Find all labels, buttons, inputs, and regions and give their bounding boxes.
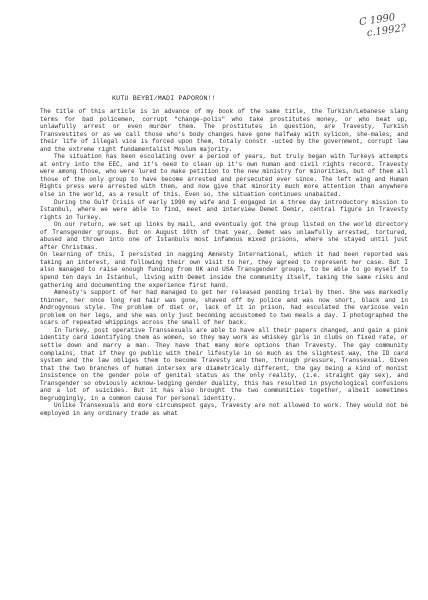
handwritten-note-line-1: C 1990 xyxy=(358,12,397,29)
paragraph-2: The situation has been escolating over a period of years, but truly began with Turkeys attempts at entry into the EEC, and it's need to clean up it's own human and civil rights record. Travesty were among those, who were lured to make petition to the new ministry for minorities, but of them all those of the only group to have become arrested and persecuted ever since. The left wing and Human Rights press were arrested with them, and now give that minority much more attention than anywhere else in the world, as a result of this. Even so, the situation continues unabaited. xyxy=(40,153,408,199)
document-title: KUTU BEYBI/MADI PAPORON!! xyxy=(112,95,216,102)
handwritten-note-line-2: c.1992? xyxy=(366,22,408,40)
paragraph-8: Unlike Transexuals and more circumspect gays, Travesty are not allowed to work. They would not be employed in any ordinary trade as what xyxy=(40,402,408,417)
document-body xyxy=(40,108,408,417)
paragraph-4: On our return, we set up links by mail, and eventualy got the group listed on the world directory of Transgender groups. But on August 10th of that year, Demet was unlawfully arrested, tortured, abused and thrown into one of Istanbuls most infamous mixed prisons, where she stayed until just after Christmas. xyxy=(40,221,408,251)
handwritten-note xyxy=(359,11,407,41)
paragraph-3: During the Gulf Crisis of early 1990 my wife and I engaged in a three day introductory mission to Istanbul, where we were able to find, meet and interview Demet Demir, central figure in Travesty rights in Turkey. xyxy=(40,198,408,221)
paragraph-1: The title of this article is in advance of my book of the same title, the Turkish/Lebanese slang terms for bad policemen, corrupt "change-polis" who take prostitutes money, or who beat up, unlawfully arrest or even murder them. The prostitutes in question, are Travesty, Turkish Transvestites or as we call those who's body changes have gone halfway with sylicon, she-males, and their life of illegal vice is forced upon them, totaly constr -ucted by the government, corrupt law and the extreme right fundamentalist Moslum majority. xyxy=(40,108,408,153)
paragraph-5: On learning of this, I persisted in nagging Amnesty International, which it had been reported was taking an interest, and following their own visit to her, they agreed to represent her case. But I also managed to raise enough funding from UK and USA Transgender groups, to be able to go myself to spend ten days in Istanbul, living with Demet inside the community itself, taking the same risks and gathering and documenting the experience first hand. xyxy=(40,251,408,289)
paragraph-6: Amnesty's support of her had managed to get her released pending trial by then. She was markedly thinner, her once long red hair was gone, shaved off by police and was now short, black and in Androgynous style. The problem of diet or, lack of it in prison, had esculated the varicose vein problem on her legs, and she was only just becoming accustomed to two meals a day. I photographed the scars of repeated whippings across the small of her back. xyxy=(40,289,408,327)
paragraph-7: In Turkey, post operative Transsexuals are able to have all their papers changed, and gain a pink identity card identifying them as women, so they may work as whiskey girls in clubs on fixed rate, or settle down and marry a man. They have that many more options than Travesty. The gay community complains, that if they go public with their lifestyle in so much as the slightest way, the ID card system and the law obliges them to become Travesty and then, through pressure, Transsexual. Given that the two branches of human intersex are diametricaly different, the gay being a kind of monist insistence on the gender pole of genital status as the only reality, (i.e. straight gay sex), and Transgender so obviously acknow-ledging gender duality, this has resulted in psychological confusions and a lot of suicides. But it has also brought the two communities together, albeit sometimes begrudgingly, in a common cause for personal identity. xyxy=(40,326,408,402)
